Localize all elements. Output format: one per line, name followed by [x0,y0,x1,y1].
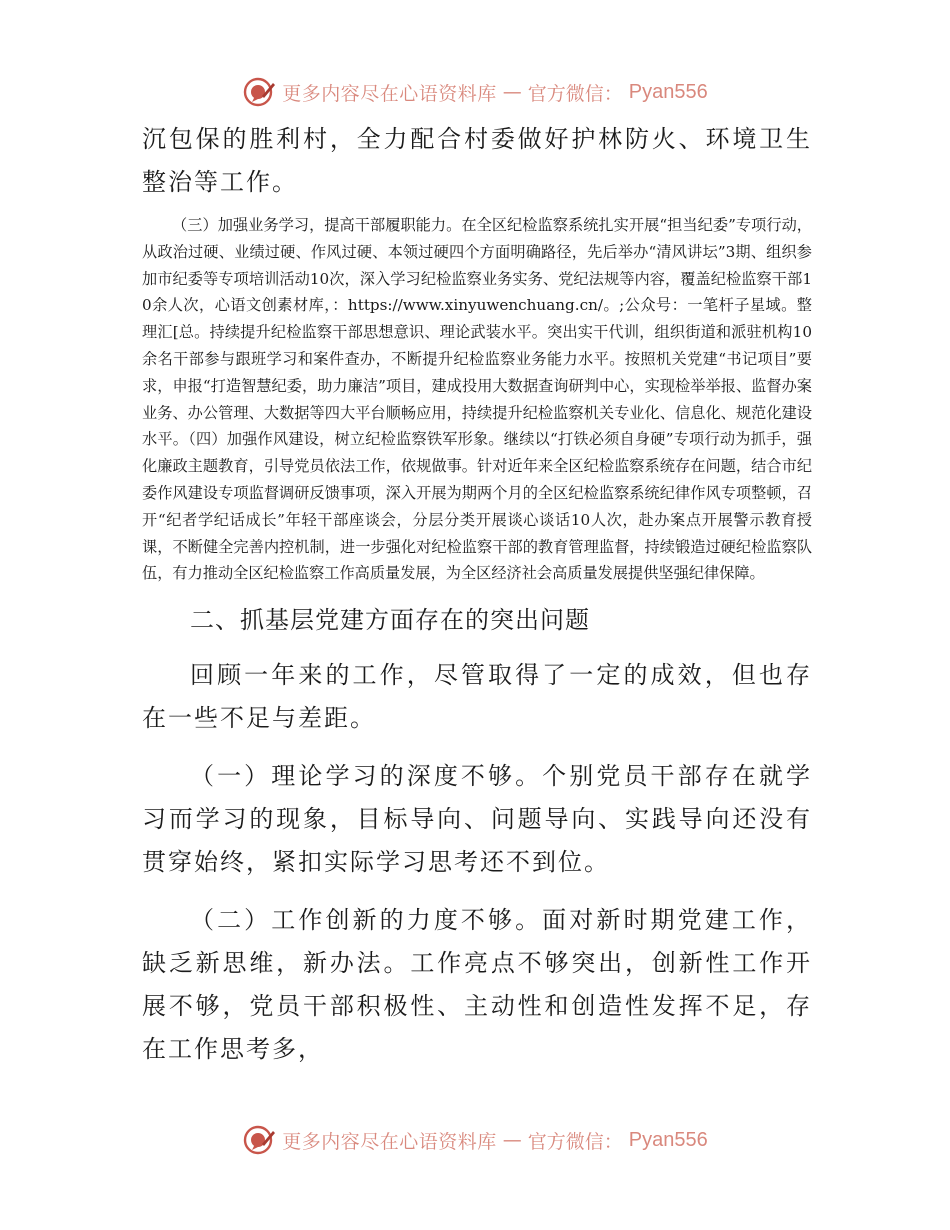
section-three-paragraph: （三）加强业务学习，提高干部履职能力。在全区纪检监察系统扎实开展“担当纪委”专项行动，从政治过硬、业绩过硬、作风过硬、本领过硬四个方面明确路径，先后举办“清风讲坛”3期、组织参加市纪委等专项培训活动10次，深入学习纪检监察业务实务、党纪法规等内容，覆盖纪检监察干部10余人次，心语文创素材库，：https://www.xinyuwenchuang.cn/。;公众号：一笔杆子星域。整理汇[总。持续提升纪检监察干部思想意识、理论武装水平。突出实干代训，组织街道和派驻机构10余名干部参与跟班学习和案件查办，不断提升纪检监察业务能力水平。按照机关党建“书记项目”要求，申报“打造智慧纪委，助力廉洁”项目，建成投用大数据查询研判中心，实现检举举报、监督办案业务、办公管理、大数据等四大平台顺畅应用，持续提升纪检监察机关专业化、信息化、规范化建设水平。（四）加强作风建设，树立纪检监察铁军形象。继续以“打铁必须自身硬”专项行动为抓手，强化廉政主题教育，引导党员依法工作，依规做事。针对近年来全区纪检监察系统存在问题，结合市纪委作风建设专项监督调研反馈事项，深入开展为期两个月的全区纪检监察系统纪律作风专项整顿，召开“纪者学纪话成长”年轻干部座谈会，分层分类开展谈心谈话10人次，赴办案点开展警示教育授课，不断健全完善内控机制，进一步强化对纪检监察干部的教育管理监督，持续锻造过硬纪检监察队伍，有力推动全区纪检监察工作高质量发展，为全区经济社会高质量发展提供坚强纪律保障。 [142,216,812,583]
watermark-dash: — [502,1129,522,1151]
continuation-paragraph: 沉包保的胜利村，全力配合村委做好护林防火、环境卫生整治等工作。 [142,125,812,196]
watermark-wechat-id: Pyan556 [628,1128,708,1151]
watermark-text: 更多内容尽在心语资料库 [282,1130,497,1153]
watermark-footer [0,1120,950,1160]
pen-logo-icon [242,75,276,109]
watermark-dash: — [502,81,522,103]
watermark-wechat-label: 官方微信： [527,82,623,105]
document-body [142,118,812,1086]
watermark-header [0,72,950,112]
watermark-wechat-id: Pyan556 [628,80,708,103]
pen-logo-icon [242,1123,276,1157]
problem-two-paragraph: （二）工作创新的力度不够。面对新时期党建工作，缺乏新思维，新办法。工作亮点不够突出，创新性工作开展不够，党员干部积极性、主动性和创造性发挥不足，存在工作思考多， [142,906,812,1064]
intro-paragraph: 回顾一年来的工作，尽管取得了一定的成效，但也存在一些不足与差距。 [142,661,812,733]
problem-one-paragraph: （一）理论学习的深度不够。个别党员干部存在就学习而学习的现象，目标导向、问题导向、实践导向还没有贯穿始终，紧扣实际学习思考还不到位。 [142,762,812,877]
watermark-wechat-label: 官方微信： [527,1130,623,1153]
section-heading-two: 二、抓基层党建方面存在的突出问题 [190,606,590,635]
watermark-text: 更多内容尽在心语资料库 [282,82,497,105]
